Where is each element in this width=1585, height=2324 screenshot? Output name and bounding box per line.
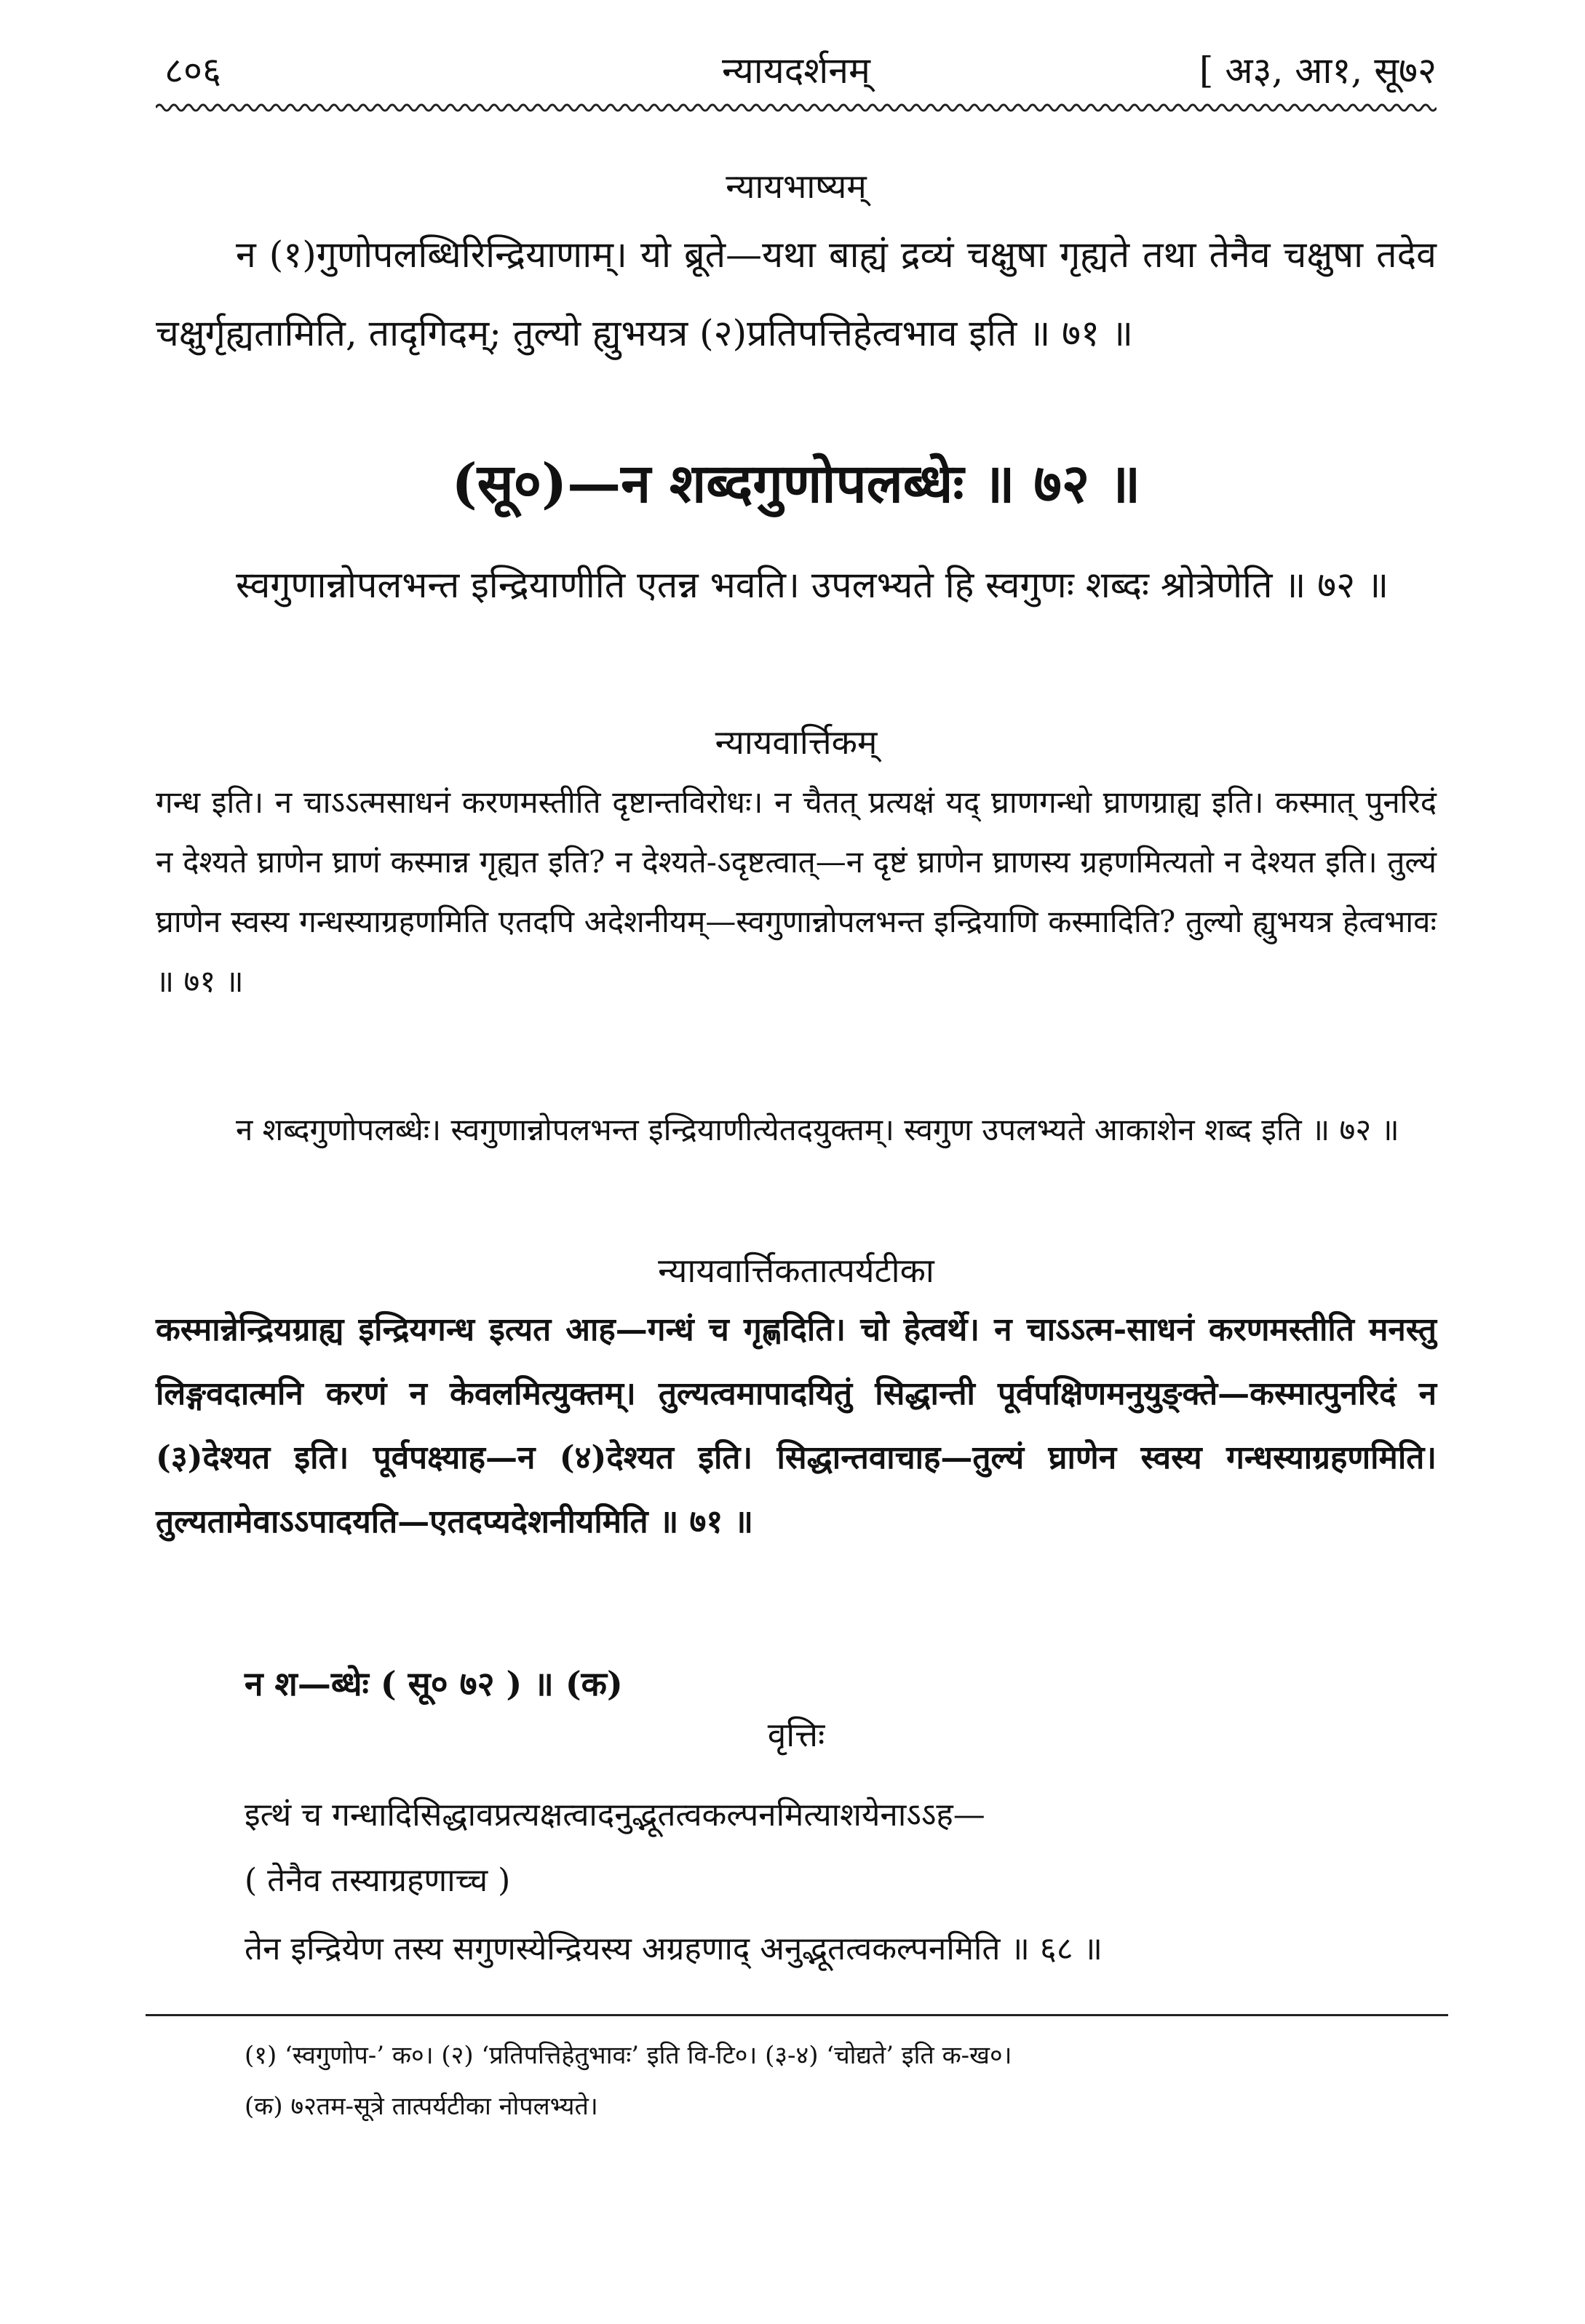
- bhasya-heading: न्यायभाष्यम्: [726, 167, 867, 206]
- running-header: [156, 45, 1437, 96]
- vritti-line-1: इत्थं च गन्धादिसिद्धावप्रत्यक्षत्वादनुद्भूतत्वकल्पनमित्याशयेनाऽऽह—: [245, 1796, 985, 1834]
- vritti-line-3: तेन इन्द्रियेण तस्य सगुणस्येन्द्रियस्य अग्रहणाद् अनुद्भूतत्वकल्पनमिति ॥ ६८ ॥: [245, 1930, 1103, 1967]
- tika-paragraph-2: न श—ब्धेः ( सू० ७२ ) ॥ (क): [245, 1664, 623, 1703]
- header-wavy-rule: [156, 99, 1437, 116]
- vritti-heading: वृत्तिः: [767, 1715, 825, 1754]
- section-reference: [ अ३, आ१, सू७२: [1199, 49, 1437, 92]
- sutra-heading: (सू०)—न शब्दगुणोपलब्धेः ॥ ७२ ॥: [451, 453, 1141, 515]
- vritti-line-2: ( तेनैव तस्याग्रहणाच्च ): [245, 1862, 511, 1899]
- running-title: न्यायदर्शनम्: [722, 49, 870, 92]
- tika-heading: न्यायवार्त्तिकतात्पर्यटीका: [658, 1251, 934, 1290]
- bhasya-paragraph: न (१)गुणोपलब्धिरिन्द्रियाणाम्। यो ब्रूते—यथा बाह्यं द्रव्यं चक्षुषा गृह्यते तथा तेनैव चक्षुषा तदेव चक्षुर्गृह्यतामिति, तादृगिदम्; तुल्यो ह्युभयत्र (२)प्रतिपत्तिहेत्वभाव इति ॥ ७१ ॥: [156, 234, 1437, 354]
- vartika-paragraph-1: गन्ध इति। न चाऽऽत्मसाधनं करणमस्तीति दृष्टान्तविरोधः। न चैतत् प्रत्यक्षं यद् घ्राणगन्धो घ्राणग्राह्य इति। कस्मात् पुनरिदं न देश्यते घ्राणेन घ्राणं कस्मान्न गृह्यत इति? न देश्यते-ऽदृष्टत्वात्—न दृष्टं घ्राणेन घ्राणस्य ग्रहणमित्यतो न देश्यत इति। तुल्यं घ्राणेन स्वस्य गन्धस्याग्रहणमिति एतदपि अदेशनीयम्—स्वगुणान्नोपलभन्त इन्द्रियाणि कस्मादिति? तुल्यो ह्युभयत्र हेत्वभावः ॥ ७१ ॥: [156, 784, 1437, 999]
- footnote-separator: [146, 2014, 1448, 2016]
- footnote-line-1: (१) ‘स्वगुणोप-’ क०। (२) ‘प्रतिपत्तिहेतुभावः’ इति वि-टि०। (३-४) ‘चोद्यते’ इति क-ख०।: [245, 2041, 1012, 2070]
- page-number: ८०६: [164, 49, 221, 92]
- vartika-paragraph-2: न शब्दगुणोपलब्धेः। स्वगुणान्नोपलभन्त इन्द्रियाणीत्येतदयुक्तम्। स्वगुण उपलभ्यते आकाशेन शब्द इति ॥ ७२ ॥: [236, 1112, 1399, 1147]
- footnote-line-2: (क) ७२तम-सूत्रे तात्पर्यटीका नोपलभ्यते।: [245, 2092, 598, 2121]
- vartika-heading: न्यायवार्त्तिकम्: [715, 723, 878, 762]
- bhasya-commentary-paragraph: स्वगुणान्नोपलभन्त इन्द्रियाणीति एतन्न भवति। उपलभ्यते हि स्वगुणः शब्दः श्रोत्रेणेति ॥ ७२ ॥: [236, 564, 1389, 606]
- tika-paragraph-1: कस्मान्नेन्द्रियग्राह्य इन्द्रियगन्ध इत्यत आह—गन्धं च गृह्णदिति। चो हेत्वर्थे। न चाऽऽत्म-साधनं करणमस्तीति मनस्तु लिङ्गवदात्मनि करणं न केवलमित्युक्तम्। तुल्यत्वमापादयितुं सिद्धान्ती पूर्वपक्षिणमनुयुङ्क्ते—कस्मात्पुनरिदं न (३)देश्यत इति। पूर्वपक्ष्याह—न (४)देश्यत इति। सिद्धान्तवाचाह—तुल्यं घ्राणेन स्वस्य गन्धस्याग्रहणमिति। तुल्यतामेवाऽऽपादयति—एतदप्यदेशनीयमिति ॥ ७१ ॥: [156, 1311, 1437, 1540]
